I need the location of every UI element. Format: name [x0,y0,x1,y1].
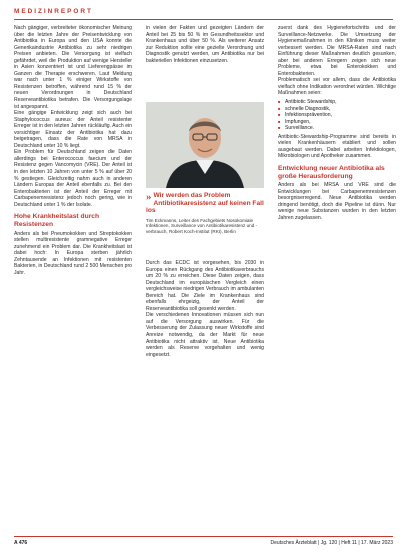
quote-text: Wir werden das Problem Antibiotikaresistenz auf keinen Fall los [146,192,264,215]
col1-paragraph-4: Anders als bei Pneumokokken und Streptokokken stellen multiresistente gramnegative Erreger zunehmend ein Problem dar. Die Krankheitslast ist dabei hoch: In Europa sterben jährlich Zehntausende an Infektionen mit resistenten Bakterien, in Deutschland rund 2 500 Menschen pro Jahr. [14,230,132,276]
footer-rule [14,536,393,537]
col2-lower-paragraph-1: Durch das ECDC ist vorgesehen, bis 2030 in Europa einen Rückgang des Antibiotikaverbrauchs um 20 % zu erreichen. Diese Daten zeigen, dass Deutschland im europäischen Vergleich einen vergleichsweise niedrigen Verbrauch im ambulanten Bereich hat. Die Ziele im Krankenhaus sind ebenfalls ehrgeizig, der Anteil der Reserveantibiotika soll gesenkt werden. [146,260,264,312]
list-item: ■ Surveillance. [278,125,396,132]
pull-quote [146,192,264,235]
list-item: ■ Impfungen, [278,119,396,126]
measures-list [278,99,396,132]
page-number: A 476 [14,540,28,546]
col1-paragraph-1: Nach gängiger, verbreiteter ökonomischer Meinung über die letzten Jahre der Preisentwicklung von Antibiotika in Europa und den USA konnte die Generikaindustrie Antibiotika zu sehr niedrigen Preisen anbieten. Die Versorgung ist vielfach gefährdet, weil die Produktion auf wenige Hersteller in Asien konzentriert ist und Lieferengpässe im Ganzen die Therapie erschweren. Laut Meldung war nach unter 1 % einiger Wirkstoffe von Resistenzen betroffen, während rund 15 % der neuen Verordnungen in Deutschland Reserveantibiotika betrafen. Die Versorgungslage ist angespannt. [14,25,132,110]
list-item: ■ Infektionsprävention, [278,112,396,119]
column-1 [14,25,132,497]
photo-caption: Tim Eckmanns, Leiter des Fachgebiets Nosokomiale Infektionen, Surveillance von Antibiotikaresistenz und -verbrauch, Robert Koch-Institut (RKI), Berlin [146,217,258,234]
col3-subheading: Entwicklung neuer Antibiotika als große Herausforderung [278,164,385,180]
journal-citation: Deutsches Ärzteblatt | Jg. 120 | Heft 11 | 17. März 2023 [270,540,393,546]
col1-paragraph-3: Ein Problem für Deutschland zeigen die Daten allerdings bei Enterococcus faecium und der Resistenz gegen Vancomycin (VRE). Der Anteil ist in den letzten 10 Jahren von unter 5 % auf über 20 % gestiegen. Gleichzeitig nahm auch in anderen Ländern Europas der Anteil ebenfalls zu. Bei den Enterobakterien ist der Anteil der Erreger mit Carbapenemresistenz jedoch noch gering, wie in Deutschland unter 1 % der Isolate. [14,149,132,208]
section-tag: MEDIZINREPORT [14,8,93,15]
list-item: ■ schnelle Diagnostik, [278,106,396,113]
col3-paragraph-4: Anders als bei MRSA und VRE sind die Entwicklungen bei Carbapenemresistenzen besorgniserregend. Neue Antibiotika werden dringend benötigt, doch die Pipeline ist dünn. Nur wenige neue Substanzen wurden in den letzten Jahren zugelassen. [278,182,396,221]
list-item: ■ Antibiotic Stewardship, [278,99,396,106]
col3-paragraph-3: Antibiotic-Stewardship-Programme sind bereits in vielen Krankenhäusern etabliert und sollen ausgebaut werden. Dabei arbeiten Infektiologen, Mikrobiologen und Apotheker zusammen. [278,133,396,160]
col1-subheading: Hohe Krankheitslast durch Resistenzen [14,213,100,228]
portrait-illustration [146,102,264,188]
column-2-lower [146,260,264,497]
column-2-upper [146,25,264,99]
col2-lower-paragraph-2: Die verschiedenen Innovationen müssen sich nun auf die Versorgung auswirken. Für die Verbesserung der Zulassung neuer Wirkstoffe sind Anreize notwendig, da der Markt für neue Antibiotika nicht attraktiv ist. Neue Antibiotika werden als Reserve vorgehalten und wenig eingesetzt. [146,312,264,358]
quote-mark-icon: » [146,191,152,203]
col3-paragraph-2: Problematisch sei vor allem, dass die Antibiotika vielfach ohne Indikation verordnet würden. Wichtige Maßnahmen seien: [278,77,396,97]
col1-paragraph-2: Eine gängige Entwicklung zeigt sich auch bei Staphylococcus aureus: der Anteil resistenter Erreger ist in den letzten Jahren rückläufig. Auch ein vorsichtiger Einsatz der Antibiotika hat dazu beigetragen, dass die Rate von MRSA in Deutschland unter 10 % liegt. [14,110,132,149]
header-rule [14,19,393,20]
column-3 [278,25,396,497]
portrait-photo [146,102,264,188]
col2-upper-paragraph: in vielen der Fakten und gezeigten Ländern der Anteil bei 25 bis 50 % im Gesundheitssektor und Krankenhaus und über 50 %. Als weiterer Ansatz zur Reduktion sollte eine gezielte Verordnung und Diagnostik genutzt werden, um Antibiotika nur bei bakteriellen Infektionen einzusetzen. [146,25,264,64]
col3-paragraph-1: zuerst dank des Hygienefortschritts und der Surveillance-Netzwerke. Die Umsetzung der Hygienemaßnahmen in den Kliniken muss weiter verbessert werden. Die MRSA-Raten sind nach Einführung dieser Maßnahmen deutlich gesunken, aber bei anderen Erregern zeigen sich neue Probleme, etwa bei Enterokokken und Enterobakterien. [278,25,396,77]
